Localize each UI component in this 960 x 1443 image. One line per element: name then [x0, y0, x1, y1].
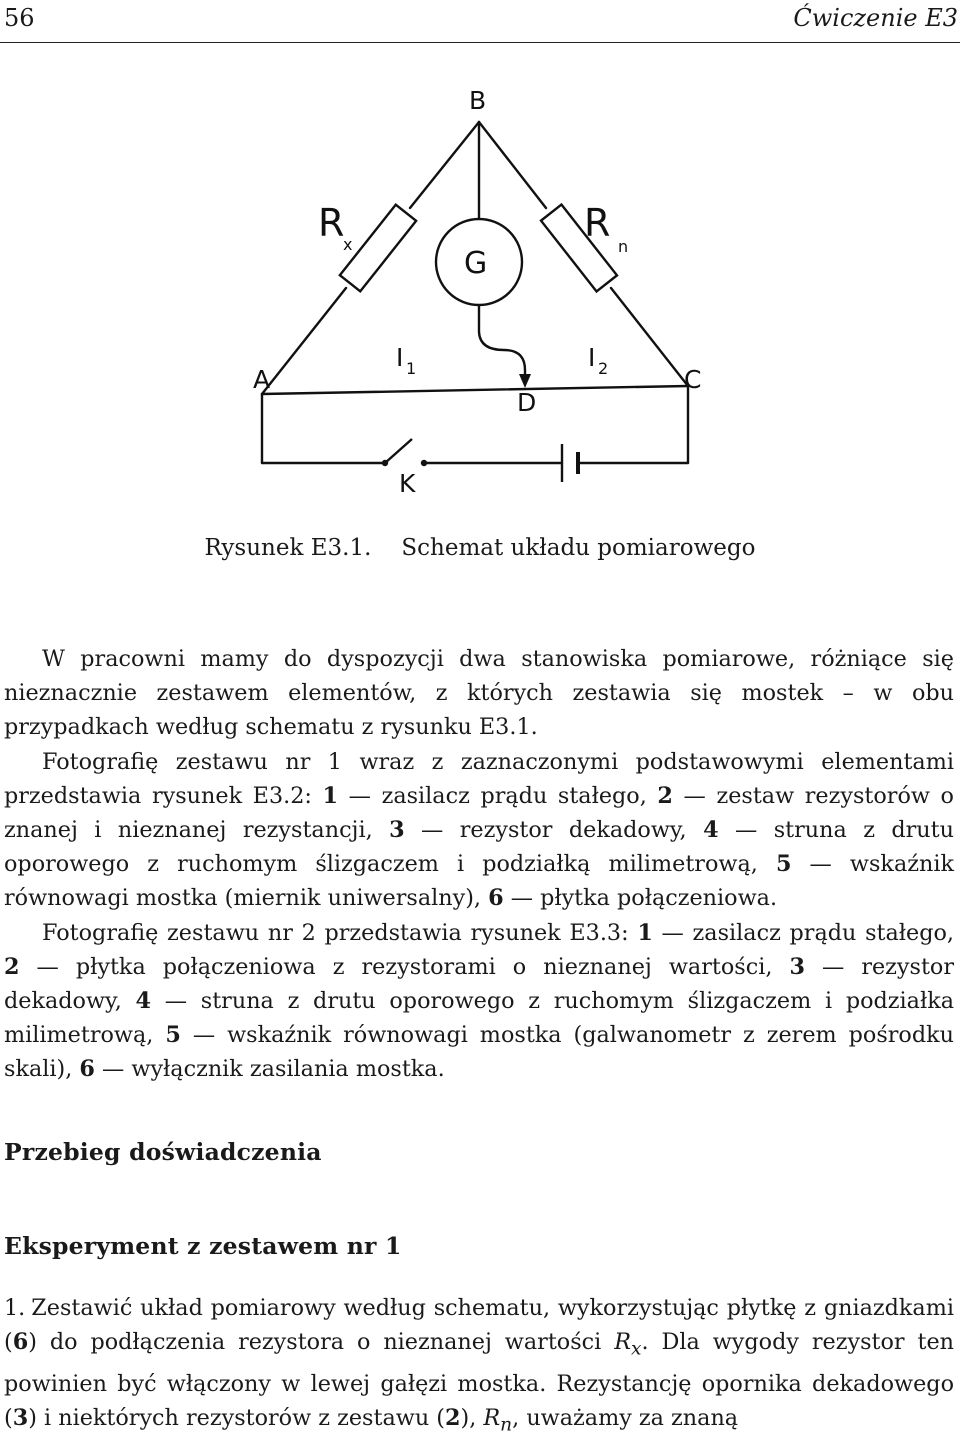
procedure-list [4, 1291, 954, 1443]
body-text [4, 642, 954, 1087]
set1-intro: Fotografię zestawu nr 1 wraz z zaznaczonymi podstawowymi elementami przedstawia rysunek E3.2: [4, 748, 954, 809]
bridge-circuit-figure [244, 82, 724, 512]
wire-g-d [479, 305, 525, 382]
label-rx-sub: x [343, 235, 353, 254]
experiment-heading: Eksperyment z zestawem nr 1 [4, 1232, 402, 1260]
list-text: ) i niektórych rezystorów z zestawu ( [28, 1405, 445, 1432]
set2-item-number: 2 [4, 953, 20, 980]
set2-item-text: — płytka połączeniowa z rezystorami o nieznanej wartości, [19, 953, 790, 980]
slide-wire [262, 386, 688, 394]
set1-item-text: — płytka połączeniowa. [503, 885, 778, 912]
label-c: C [684, 365, 702, 394]
switch-lever [385, 439, 412, 463]
caption-text: Schemat układu pomiarowego [401, 535, 756, 561]
set2-item-number: 3 [789, 953, 805, 980]
list-bold-ref: 3 [12, 1405, 29, 1432]
set2-item-text: — wskaźnik równowagi mostka (galwanometr z zerem pośrodku skali), [4, 1022, 954, 1083]
set2-item-text: — zasilacz prądu stałego, [652, 919, 954, 946]
list-text: , uważamy za znaną [512, 1405, 739, 1432]
set1-item-number: 4 [703, 817, 719, 844]
set2-item-number: 4 [135, 988, 152, 1015]
math-subscript: x [631, 1338, 642, 1360]
list-text: . Dla wygody rezystor ten powinien być włączony w lewej gałęzi mostka. Rezystancję opornika dekadowego ( [4, 1329, 954, 1432]
set2-item-text: — rezystor dekadowy, [4, 953, 955, 1015]
label-rn-sub: n [618, 237, 629, 256]
switch-contact-right [421, 460, 427, 466]
page-header [0, 0, 960, 43]
paragraph-set-2 [4, 916, 954, 1087]
label-g: G [464, 246, 488, 281]
label-rx: R [318, 201, 345, 245]
paragraph-set-1 [4, 745, 954, 916]
list-text: ) do podłączenia rezystora o nieznanej wartości [28, 1329, 615, 1356]
bridge-circuit-diagram [244, 82, 724, 512]
wire-b-rn [479, 122, 546, 208]
set1-item-number: 2 [657, 782, 673, 809]
label-rn: R [584, 201, 611, 245]
set2-intro: Fotografię zestawu nr 2 przedstawia rysunek E3.3: [42, 919, 638, 946]
set2-item-text: — struna z drutu oporowego z ruchomym ślizgaczem i podziałka milimetrową, [4, 988, 954, 1049]
wire-a-rx [262, 288, 346, 394]
list-text: ), [460, 1405, 484, 1432]
list-item [4, 1291, 954, 1443]
label-i2: I [588, 343, 596, 372]
set2-item-text: — wyłącznik zasilania mostka. [94, 1056, 445, 1083]
set1-item-text: — rezystor dekadowy, [404, 817, 704, 844]
math-symbol: R [614, 1329, 631, 1356]
set1-item-number: 6 [488, 885, 504, 912]
list-text: Zestawić układ pomiarowy według schematu, wykorzystując płytkę z gniazdkami ( [4, 1295, 954, 1356]
wire-rx-b [410, 122, 479, 208]
math-subscript: n [500, 1414, 513, 1436]
set2-item-number: 1 [637, 919, 653, 946]
set1-item-text: — struna z drutu oporowego z ruchomym ślizgaczem i podziałką milimetrową, [4, 817, 954, 878]
figure-caption [0, 535, 960, 561]
slider-arrow-d [519, 374, 531, 388]
label-i1-sub: 1 [406, 359, 417, 378]
label-b: B [469, 86, 487, 115]
procedure-heading: Przebieg doświadczenia [4, 1138, 322, 1166]
label-d: D [517, 388, 537, 417]
page-number: 56 [4, 4, 35, 32]
label-i2-sub: 2 [598, 359, 609, 378]
math-symbol: R [483, 1405, 501, 1432]
set1-item-number: 5 [775, 851, 792, 878]
set1-item-number: 3 [389, 817, 405, 844]
set1-item-text: — wskaźnik równowagi mostka (miernik uniwersalny), [4, 851, 954, 912]
list-item-number: 1. [4, 1295, 26, 1321]
list-bold-ref: 6 [12, 1329, 29, 1356]
label-i1: I [396, 343, 404, 372]
set1-item-text: — zasilacz prądu stałego, [338, 782, 658, 809]
set2-item-number: 6 [79, 1056, 95, 1083]
wire-rn-c [611, 288, 688, 386]
set2-item-number: 5 [165, 1022, 181, 1049]
list-bold-ref: 2 [444, 1405, 461, 1432]
label-a: A [253, 365, 271, 394]
set1-item-text: — zestaw rezystorów o znanej i nieznanej rezystancji, [4, 782, 954, 844]
label-k: K [399, 469, 416, 498]
set1-item-number: 1 [322, 782, 339, 809]
caption-label: Rysunek E3.1. [204, 535, 372, 561]
paragraph-stations: W pracowni mamy do dyspozycji dwa stanowiska pomiarowe, różniące się nieznacznie zestawem elementów, z których zestawia się mostek – w obu przypadkach według schematu z rysunku E3.1. [4, 646, 954, 741]
running-title: Ćwiczenie E3 [793, 4, 958, 32]
